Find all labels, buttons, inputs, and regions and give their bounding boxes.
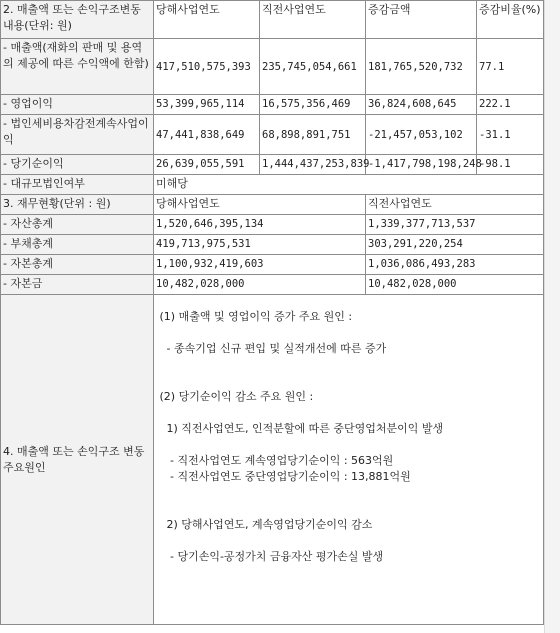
cause-line xyxy=(156,501,541,517)
previous-value: 68,898,891,751 xyxy=(260,115,366,155)
header-current-year: 당해사업연도 xyxy=(154,1,260,39)
current-value: 1,520,646,395,134 xyxy=(154,215,366,235)
current-value: 26,639,055,591 xyxy=(154,155,260,175)
previous-value: 1,036,086,493,283 xyxy=(366,255,544,275)
row-label: - 자산총계 xyxy=(1,215,154,235)
cause-line xyxy=(156,373,541,389)
cause-line xyxy=(156,357,541,373)
cause-line xyxy=(156,405,541,421)
row-label: - 부채총계 xyxy=(1,235,154,255)
cause-line xyxy=(156,533,541,549)
header-previous-year: 직전사업연도 xyxy=(366,195,544,215)
cause-line: - 직전사업연도 중단영업당기순이익 : 13,881억원 xyxy=(156,470,411,483)
table-row xyxy=(1,235,544,255)
cause-line xyxy=(156,485,541,501)
change-value: -21,457,053,102 xyxy=(366,115,477,155)
previous-value: 235,745,054,661 xyxy=(260,39,366,95)
current-value: 10,482,028,000 xyxy=(154,275,366,295)
current-value: 1,100,932,419,603 xyxy=(154,255,366,275)
current-value: 47,441,838,649 xyxy=(154,115,260,155)
section2-label: 2. 매출액 또는 손익구조변동내용(단위: 원) xyxy=(1,1,154,39)
header-previous-year: 직전사업연도 xyxy=(260,1,366,39)
cause-line xyxy=(156,325,541,341)
change-value: -1,417,798,198,248 xyxy=(366,155,477,175)
previous-value: 10,482,028,000 xyxy=(366,275,544,295)
table-row xyxy=(1,275,544,295)
previous-value: 1,339,377,713,537 xyxy=(366,215,544,235)
cause-line: - 당기손익-공정가치 금융자산 평가손실 발생 xyxy=(156,550,384,563)
large-corp-value: 미해당 xyxy=(154,175,544,195)
previous-value: 1,444,437,253,839 xyxy=(260,155,366,175)
table-row xyxy=(1,115,544,155)
current-value: 417,510,575,393 xyxy=(154,39,260,95)
vertical-scrollbar[interactable] xyxy=(544,0,560,633)
table-row xyxy=(1,95,544,115)
current-value: 419,713,975,531 xyxy=(154,235,366,255)
header-change-ratio: 증감비율(%) xyxy=(477,1,544,39)
cause-line xyxy=(156,437,541,453)
row-label: - 매출액(재화의 판매 및 용역의 제공에 따른 수익액에 한함) xyxy=(1,39,154,95)
cause-line: (2) 당기순이익 감소 주요 원인 : xyxy=(156,390,314,403)
table-row xyxy=(1,39,544,95)
row-label: - 자본금 xyxy=(1,275,154,295)
table-row xyxy=(1,175,544,195)
cause-line: 2) 당해사업연도, 계속영업당기순이익 감소 xyxy=(156,518,373,531)
ratio-value: 77.1 xyxy=(477,39,544,95)
row-label: - 당기순이익 xyxy=(1,155,154,175)
row-label: - 영업이익 xyxy=(1,95,154,115)
row-label: - 자본총계 xyxy=(1,255,154,275)
previous-value: 16,575,356,469 xyxy=(260,95,366,115)
ratio-value: 222.1 xyxy=(477,95,544,115)
previous-value: 303,291,220,254 xyxy=(366,235,544,255)
row-label: - 법인세비용차감전계속사업이익 xyxy=(1,115,154,155)
header-change-amount: 증감금액 xyxy=(366,1,477,39)
table-row xyxy=(1,255,544,275)
ratio-value: -31.1 xyxy=(477,115,544,155)
section3-label: 3. 재무현황(단위 : 원) xyxy=(1,195,154,215)
cause-line: 1) 직전사업연도, 인적분할에 따른 중단영업처분이익 발생 xyxy=(156,422,444,435)
table-row xyxy=(1,155,544,175)
header-current-year: 당해사업연도 xyxy=(154,195,366,215)
cause-line: - 종속기업 신규 편입 및 실적개선에 따른 증가 xyxy=(156,342,387,355)
section4-cause-text xyxy=(154,295,544,625)
change-value: 181,765,520,732 xyxy=(366,39,477,95)
section4-label: 4. 매출액 또는 손익구조 변동 주요원인 xyxy=(1,295,154,625)
change-value: 36,824,608,645 xyxy=(366,95,477,115)
cause-line: (1) 매출액 및 영업이익 증가 주요 원인 : xyxy=(156,310,353,323)
ratio-value: -98.1 xyxy=(477,155,544,175)
row-label: - 대규모법인여부 xyxy=(1,175,154,195)
table-row xyxy=(1,215,544,235)
current-value: 53,399,965,114 xyxy=(154,95,260,115)
cause-line: - 직전사업연도 계속영업당기순이익 : 563억원 xyxy=(156,454,394,467)
